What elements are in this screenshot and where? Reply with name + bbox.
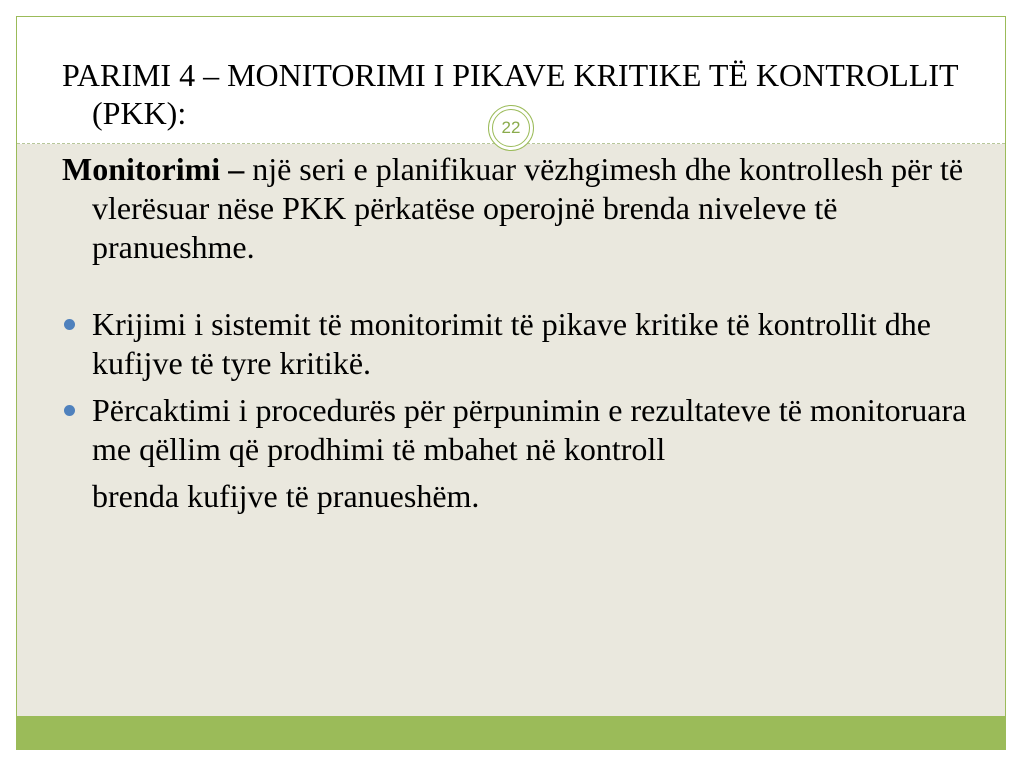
bullet-item	[62, 391, 997, 469]
slide-title: PARIMI 4 – MONITORIMI I PIKAVE KRITIKE TË KONTROLLIT (PKK):	[62, 57, 958, 131]
bullet-text: Krijimi i sistemit të monitorimit të pikave kritike të kontrollit dhe kufijve të tyre kritikë.	[92, 306, 931, 381]
bullet-item	[62, 305, 997, 383]
continuation-text: brenda kufijve të pranueshëm.	[92, 478, 480, 514]
definition-term: Monitorimi –	[62, 151, 245, 187]
bullet-dot-icon	[64, 319, 75, 330]
bullet-dot-icon	[64, 405, 75, 416]
definition-paragraph	[62, 150, 997, 267]
definition-text: një seri e planifikuar vëzhgimesh dhe kontrollesh për të vlerësuar nëse PKK përkatëse operojnë brenda niveleve të pranueshme.	[92, 151, 964, 265]
slide-content	[62, 150, 997, 516]
slide-number-badge: 22	[488, 105, 534, 151]
bullet-text: Përcaktimi i procedurës për përpunimin e rezultateve të monitoruara me qëllim që prodhimi të mbahet në kontroll	[92, 392, 967, 467]
bottom-accent-bar	[17, 716, 1005, 750]
